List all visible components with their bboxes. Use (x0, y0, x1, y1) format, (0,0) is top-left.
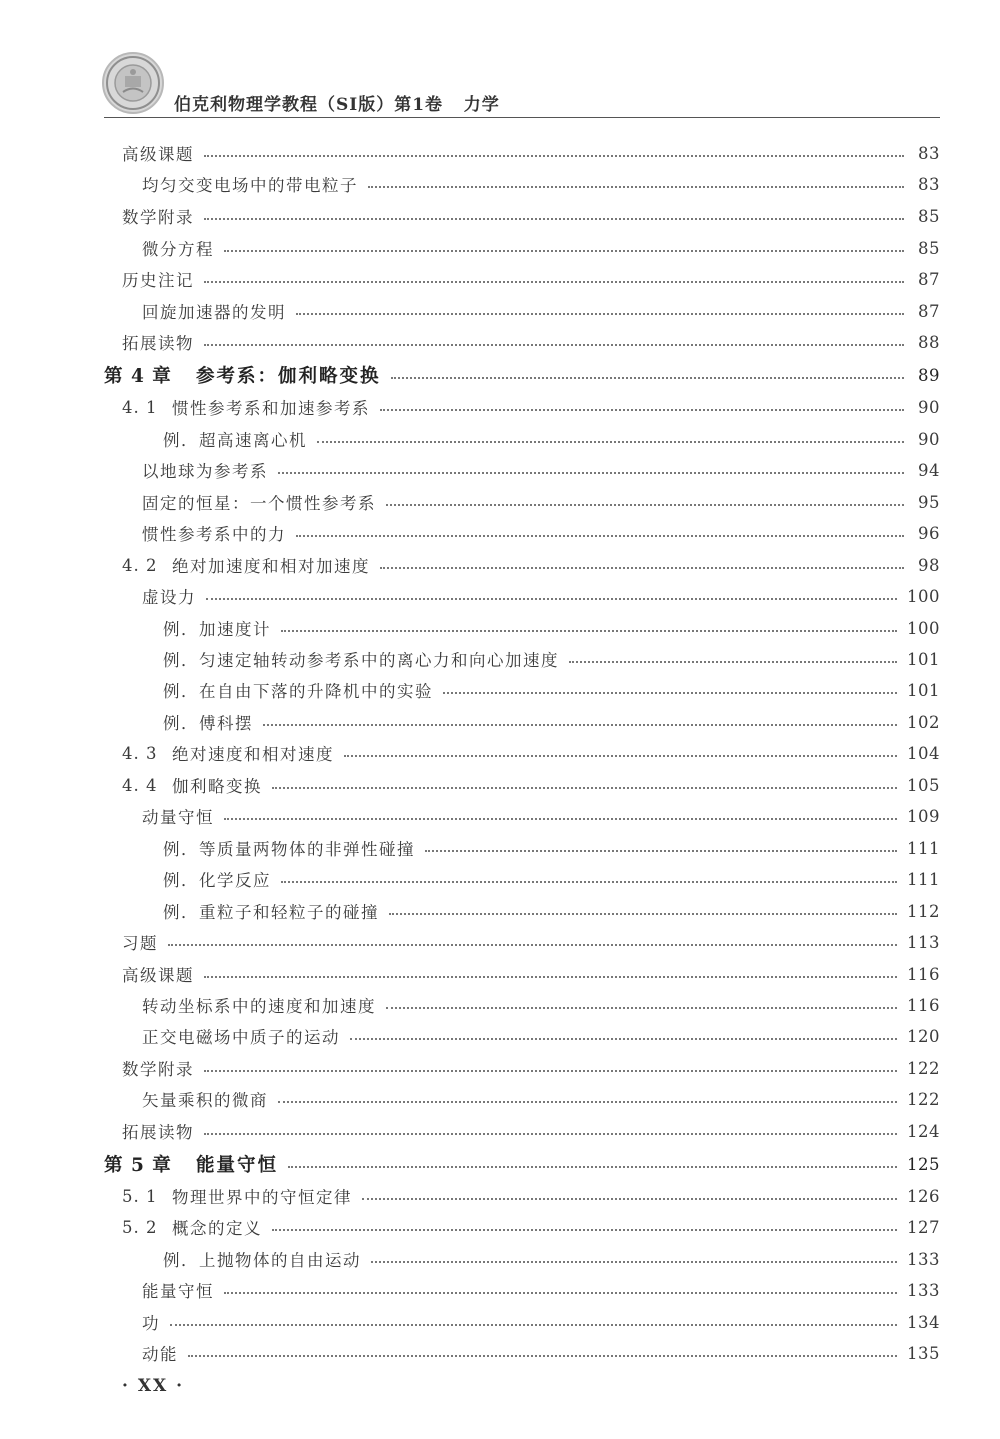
dot-leader (204, 218, 904, 220)
toc-entry (142, 1338, 940, 1368)
toc-entry-page: 85 (918, 206, 940, 226)
dot-leader (391, 377, 904, 379)
toc-entry (142, 487, 940, 517)
toc-entry-page: 116 (907, 995, 940, 1015)
dot-leader (281, 630, 897, 632)
toc-entry (142, 1021, 940, 1051)
toc-entry-page: 127 (907, 1217, 940, 1237)
toc-entry-title: 数学附录 (122, 208, 194, 227)
toc-entry-page: 96 (918, 523, 940, 543)
toc-entry (122, 1181, 940, 1211)
toc-entry-title: 回旋加速器的发明 (142, 303, 286, 322)
header-divider (104, 117, 940, 118)
toc-entry (142, 1307, 940, 1337)
toc-entry-title: 能量守恒 (196, 1155, 279, 1176)
toc-entry (142, 169, 940, 199)
toc-entry (142, 1275, 940, 1305)
toc-entry-page: 124 (907, 1121, 940, 1141)
toc-entry-page: 83 (918, 174, 940, 194)
toc-entry-title: 习题 (122, 934, 158, 953)
dot-leader (204, 281, 904, 283)
toc-entry-page: 100 (907, 586, 940, 606)
dot-leader (380, 567, 904, 569)
toc-entry-page: 105 (907, 775, 940, 795)
toc-entry-page: 112 (907, 901, 940, 921)
toc-entry-title: 动量守恒 (142, 808, 214, 827)
toc-entry (122, 138, 940, 168)
toc-entry (142, 455, 940, 485)
dot-leader (281, 881, 897, 883)
dot-leader (443, 692, 897, 694)
toc-entry (122, 201, 940, 231)
toc-entry-page: 133 (907, 1280, 940, 1300)
dot-leader (362, 1198, 897, 1200)
toc-entry-title: 正交电磁场中质子的运动 (142, 1028, 340, 1047)
toc-entry-title: 例．化学反应 (163, 871, 271, 890)
toc-entry-number: 4. 4 (122, 775, 158, 795)
toc-entry (163, 644, 940, 674)
toc-entry-title: 拓展读物 (122, 1123, 194, 1142)
toc-entry-title: 以地球为参考系 (142, 462, 268, 481)
toc-entry (122, 1212, 940, 1242)
toc-entry-page: 116 (907, 964, 940, 984)
toc-entry-number: 5. 1 (122, 1186, 158, 1206)
toc-entry-page: 89 (918, 365, 940, 385)
dot-leader (168, 944, 897, 946)
toc-entry (122, 927, 940, 957)
book-title: 伯克利物理学教程（SI版）第1卷 力学 (174, 95, 500, 115)
dot-leader (224, 1292, 897, 1294)
dot-leader (371, 1261, 897, 1263)
toc-entry-page: 111 (907, 869, 940, 889)
toc-entry-title: 功 (142, 1314, 160, 1333)
toc-entry-number: 第 5 章 (104, 1155, 172, 1176)
toc-entry-page: 122 (907, 1058, 940, 1078)
dot-leader (263, 724, 897, 726)
toc-entry (142, 518, 940, 548)
toc-entry (122, 264, 940, 294)
dot-leader (170, 1324, 897, 1326)
dot-leader (569, 661, 897, 663)
toc-entry (142, 801, 940, 831)
toc-entry-page: 83 (918, 143, 940, 163)
toc-entry-number: 4. 3 (122, 743, 158, 763)
toc-entry-page: 101 (907, 680, 940, 700)
toc-entry-page: 135 (907, 1343, 940, 1363)
toc-entry-title: 能量守恒 (142, 1282, 214, 1301)
toc-entry (163, 613, 940, 643)
toc-entry (122, 770, 940, 800)
toc-entry-page: 122 (907, 1089, 940, 1109)
toc-entry-title: 虚设力 (142, 588, 196, 607)
dot-leader (278, 1101, 897, 1103)
toc-entry-page: 111 (907, 838, 940, 858)
toc-entry (163, 1244, 940, 1274)
dot-leader (344, 755, 897, 757)
toc-entry-title: 转动坐标系中的速度和加速度 (142, 997, 376, 1016)
toc-entry (142, 296, 940, 326)
toc-entry-page: 133 (907, 1249, 940, 1269)
toc-entry (163, 675, 940, 705)
toc-chapter (104, 360, 940, 390)
toc-entry-page: 126 (907, 1186, 940, 1206)
dot-leader (386, 504, 904, 506)
toc-entry-page: 98 (918, 555, 940, 575)
toc-entry-title: 例．重粒子和轻粒子的碰撞 (163, 903, 379, 922)
toc-entry-page: 134 (907, 1312, 940, 1332)
toc-entry (122, 959, 940, 989)
toc-entry (163, 864, 940, 894)
toc-entry-title: 惯性参考系中的力 (142, 525, 286, 544)
dot-leader (389, 913, 897, 915)
toc-entry-page: 100 (907, 618, 940, 638)
toc-entry-title: 伽利略变换 (172, 777, 262, 796)
toc-entry-page: 113 (907, 932, 940, 952)
dot-leader (380, 409, 904, 411)
toc-entry-title: 数学附录 (122, 1060, 194, 1079)
toc-entry-title: 例．匀速定轴转动参考系中的离心力和向心加速度 (163, 651, 559, 670)
toc-entry (163, 424, 940, 454)
toc-entry-page: 104 (907, 743, 940, 763)
dot-leader (204, 344, 904, 346)
toc-chapter (104, 1149, 940, 1179)
toc-entry-page: 125 (907, 1154, 940, 1174)
toc-entry-number: 4. 1 (122, 397, 158, 417)
dot-leader (224, 250, 904, 252)
toc-entry-page: 109 (907, 806, 940, 826)
toc-entry-page: 87 (918, 301, 940, 321)
toc-entry (122, 327, 940, 357)
toc-entry-page: 90 (918, 429, 940, 449)
toc-entry-page: 101 (907, 649, 940, 669)
toc-entry-number: 第 4 章 (104, 366, 172, 387)
toc-entry-page: 90 (918, 397, 940, 417)
toc-entry-title: 例．等质量两物体的非弹性碰撞 (163, 840, 415, 859)
toc-entry-page: 87 (918, 269, 940, 289)
dot-leader (288, 1166, 897, 1168)
toc-entry (142, 233, 940, 263)
toc-entry-title: 高级课题 (122, 145, 194, 164)
dot-leader (350, 1038, 897, 1040)
toc-entry-title: 历史注记 (122, 271, 194, 290)
toc-entry-title: 概念的定义 (172, 1219, 262, 1238)
toc-entry (122, 392, 940, 422)
dot-leader (204, 155, 904, 157)
dot-leader (425, 850, 897, 852)
toc-entry-title: 均匀交变电场中的带电粒子 (142, 176, 358, 195)
toc-entry-title: 例．加速度计 (163, 620, 271, 639)
toc-entry-title: 高级课题 (122, 966, 194, 985)
toc-entry-title: 矢量乘积的微商 (142, 1091, 268, 1110)
toc-entry (122, 1116, 940, 1146)
toc-entry (142, 990, 940, 1020)
toc-entry-title: 参考系：伽利略变换 (196, 366, 381, 387)
toc-entry (163, 896, 940, 926)
toc-entry (122, 738, 940, 768)
toc-entry (122, 550, 940, 580)
toc-entry-page: 95 (918, 492, 940, 512)
toc-entry-number: 5. 2 (122, 1217, 158, 1237)
toc-entry-title: 拓展读物 (122, 334, 194, 353)
toc-entry-title: 例．上抛物体的自由运动 (163, 1251, 361, 1270)
page-number: · XX · (122, 1376, 185, 1396)
toc-entry-title: 例．在自由下落的升降机中的实验 (163, 682, 433, 701)
dot-leader (188, 1355, 897, 1357)
dot-leader (317, 441, 904, 443)
toc-entry-title: 绝对加速度和相对加速度 (172, 557, 370, 576)
toc-entry-title: 例．超高速离心机 (163, 431, 307, 450)
dot-leader (206, 598, 897, 600)
toc-entry-title: 动能 (142, 1345, 178, 1364)
toc-entry-page: 88 (918, 332, 940, 352)
toc-entry-title: 固定的恒星：一个惯性参考系 (142, 494, 376, 513)
university-seal-icon (102, 52, 164, 114)
dot-leader (204, 1133, 897, 1135)
dot-leader (296, 313, 904, 315)
toc-entry-title: 物理世界中的守恒定律 (172, 1188, 352, 1207)
toc-entry (142, 1084, 940, 1114)
dot-leader (386, 1007, 897, 1009)
toc-entry (163, 833, 940, 863)
toc-entry-title: 微分方程 (142, 240, 214, 259)
dot-leader (272, 1229, 897, 1231)
toc-entry-page: 102 (907, 712, 940, 732)
toc-entry (142, 581, 940, 611)
dot-leader (224, 818, 897, 820)
toc-entry-title: 例．傅科摆 (163, 714, 253, 733)
dot-leader (272, 787, 897, 789)
toc-entry-page: 94 (918, 460, 940, 480)
toc-entry-page: 85 (918, 238, 940, 258)
toc-entry-number: 4. 2 (122, 555, 158, 575)
dot-leader (296, 535, 904, 537)
toc-entry-title: 惯性参考系和加速参考系 (172, 399, 370, 418)
toc-entry (163, 707, 940, 737)
toc-entry-page: 120 (907, 1026, 940, 1046)
dot-leader (204, 976, 897, 978)
toc-entry (122, 1053, 940, 1083)
toc-entry-title: 绝对速度和相对速度 (172, 745, 334, 764)
dot-leader (204, 1070, 897, 1072)
dot-leader (278, 472, 904, 474)
dot-leader (368, 186, 904, 188)
